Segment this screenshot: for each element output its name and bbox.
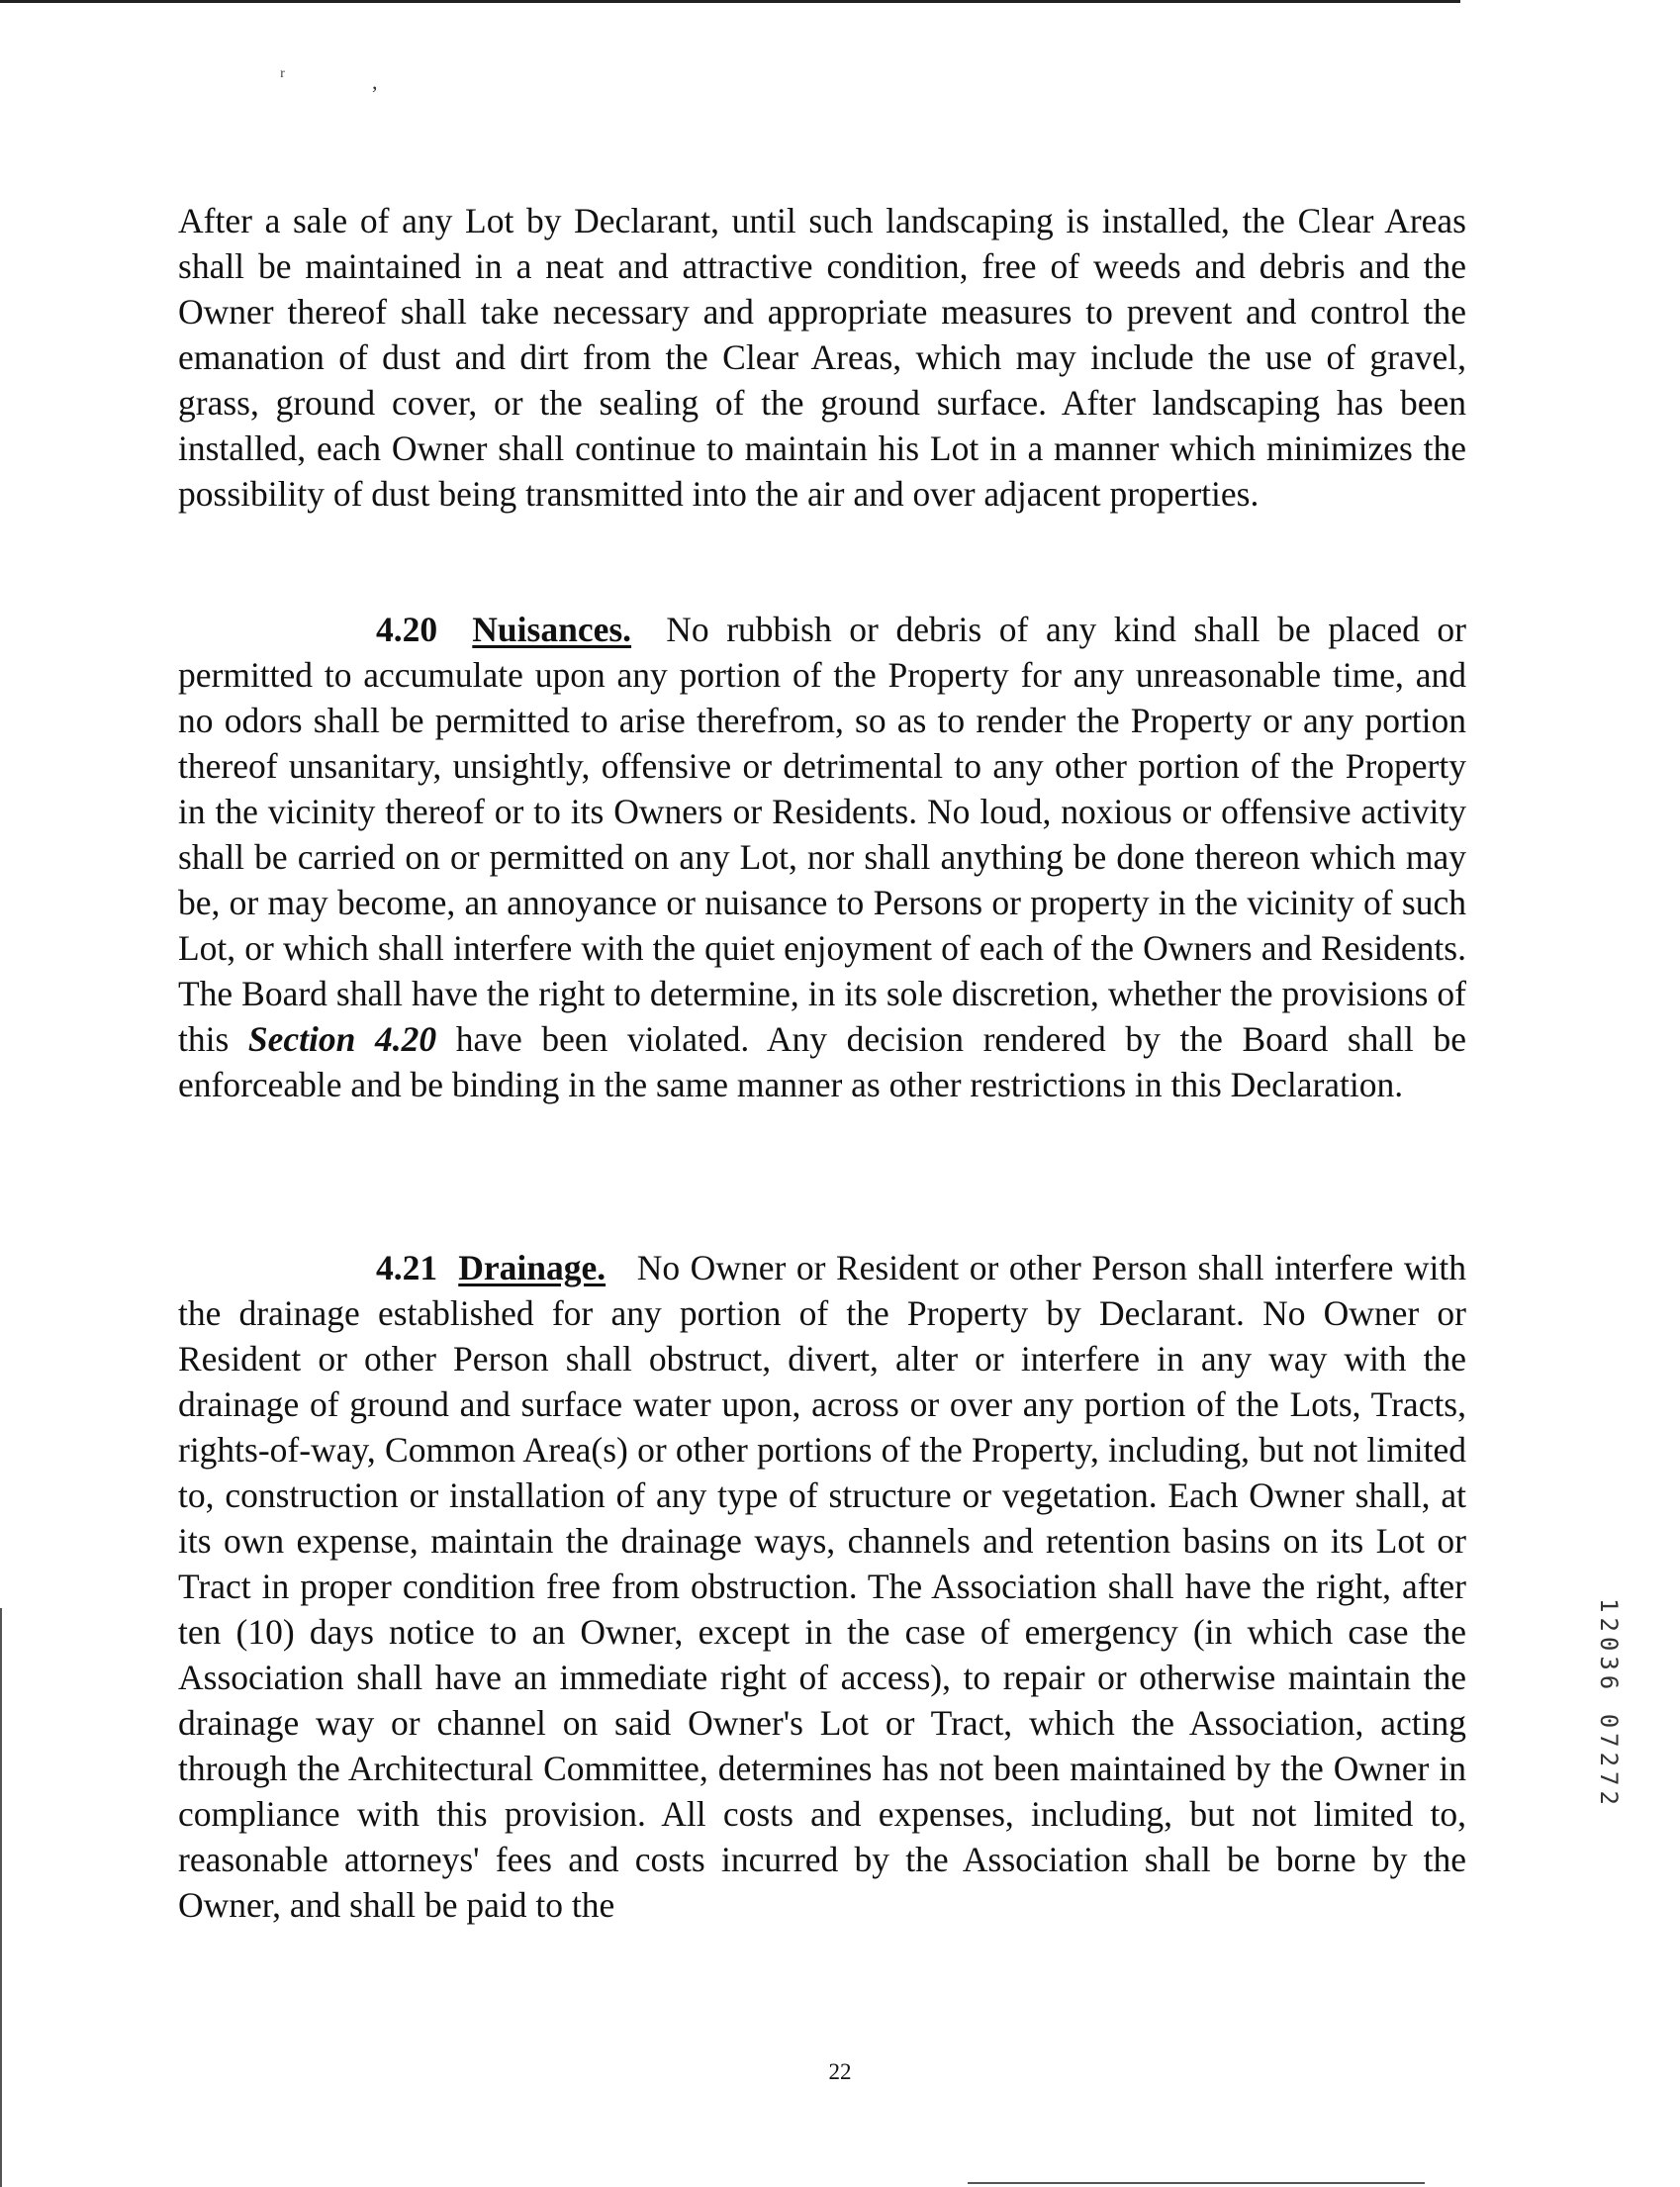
page-number: 22 [828,2059,852,2084]
margin-recording-number-text: 12036 07272 [1595,1598,1623,1810]
section-title: Nuisances. [472,610,632,649]
paragraph-text: No Owner or Resident or other Person shall interfere with the drainage established for any portion of the Property by Declarant. No Owner or Resident or other Person shall obstruct, divert, alter or interfere in any way with the drainage of ground and surface water upon, across or over any portion of the Lots, Tracts, rights-of-way, Common Area(s) or other portions of the Property, including, but not limited to, construction or installation of any type of structure or vegetation. Each Owner shall, at its own expense, maintain the drainage ways, channels and retention basins on its Lot or Tract in proper condition free from obstruction. The Association shall have the right, after ten (10) days notice to an Owner, except in the case of emergency (in which case the Association shall have an immediate right of access), to repair or otherwise maintain the drainage way or channel on said Owner's Lot or Tract, which the Association, acting through the Architectural Committee, determines has not been maintained by the Owner in compliance with this provision. All costs and expenses, including, but not limited to, reasonable attorneys' fees and costs incurred by the Association shall be borne by the Owner, and shall be paid to the [178,1248,1466,1925]
scan-left-edge-line [0,1608,2,2187]
paragraph-text-continued: have been violated. Any decision rendered by the Board shall be enforceable and be binding in the same manner as other restrictions in this Declaration. [178,1019,1466,1104]
paragraph-text: After a sale of any Lot by Declarant, until such landscaping is installed, the Clear Areas shall be maintained in a neat and attractive condition, free of weeds and debris and the Owner thereof shall take necessary and appropriate measures to prevent and control the emanation of dust and dirt from the Clear Areas, which may include the use of gravel, grass, ground cover, or the sealing of the ground surface. After landscaping has been installed, each Owner shall continue to maintain his Lot in a manner which minimizes the possibility of dust being transmitted into the air and over adjacent properties. [178,201,1466,514]
section-reference: Section 4.20 [247,1019,437,1059]
paragraph-text: No rubbish or debris of any kind shall be placed or permitted to accumulate upon any portion of the Property for any unreasonable time, and no odors shall be permitted to arise therefrom, so as to render the Property or any portion thereof unsanitary, unsightly, offensive or detrimental to any other portion of the Property in the vicinity thereof or to its Owners or Residents. No loud, noxious or offensive activity shall be carried on or permitted on any Lot, nor shall anything be done thereon which may be, or may become, an annoyance or nuisance to Persons or property in the vicinity of such Lot, or which shall interfere with the quiet enjoyment of each of the Owners and Residents. The Board shall have the right to determine, in its sole discretion, whether the provisions of this [178,610,1466,1059]
section-title: Drainage. [458,1248,607,1287]
section-number: 4.21 [376,1248,438,1287]
scan-top-edge-line [0,0,1460,3]
scan-speck-mark: ʳ [280,63,285,88]
margin-recording-number [1595,1598,1629,1855]
section-4-20-nuisances [178,607,1466,1107]
section-number: 4.20 [376,610,438,649]
scan-bottom-edge-line [968,2182,1425,2184]
paragraph-clear-areas [178,198,1466,517]
scan-speck-mark: , [372,69,378,94]
section-4-21-drainage [178,1245,1466,1928]
